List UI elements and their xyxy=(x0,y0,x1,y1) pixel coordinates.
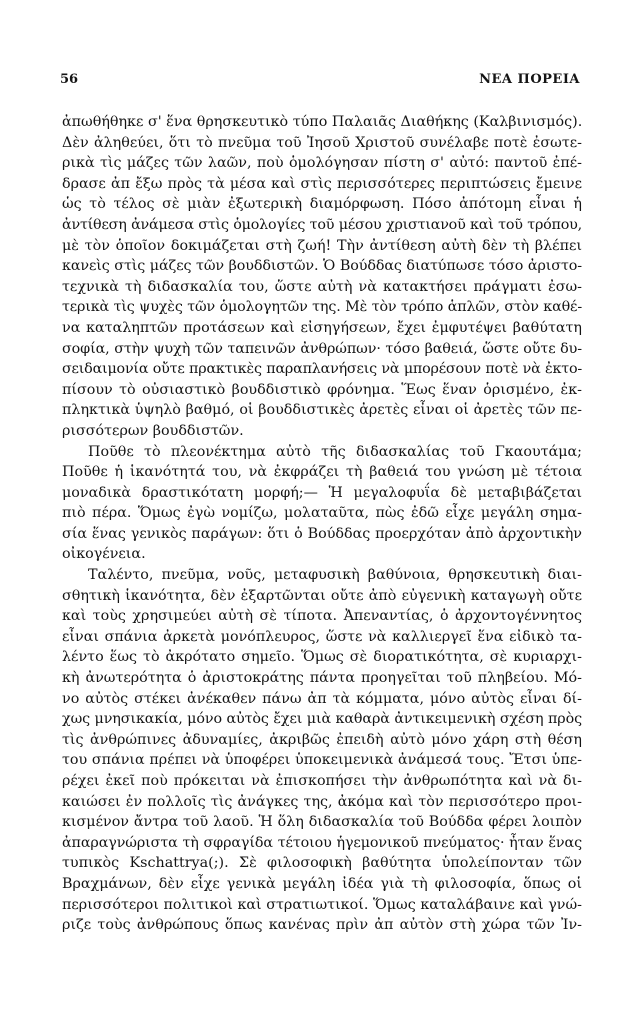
text-line: ἀπωθήθηκε σ' ἕνα θρησκευτικὸ τύπο Παλαιᾶς Διαθήκης (Καλβινισμός). xyxy=(62,114,583,130)
page-header xyxy=(60,72,580,92)
text-line: του σπάνια πρέπει νὰ ὑποφέρει ὑποκειμενικὰ ἀνάμεσά τους. Ἔτσι ὑπε- xyxy=(62,752,582,769)
text-line: Ταλέντο, πνεῦμα, νοῦς, μεταφυσικὴ βαθύνοια, θρησκευτικὴ διαι- xyxy=(88,567,582,584)
text-line: κὴ ἀνωτερότητα ὁ ἀριστοκράτης πάντα προηγεῖται τοῦ πληβείου. Μό- xyxy=(62,670,582,687)
text-line: οἰκογένεια. xyxy=(62,546,146,563)
text-line: πιὸ πέρα. Ὅμως ἐγὼ νομίζω, μολαταῦτα, πὼς ἐδῶ εἶχε μεγάλη σημα- xyxy=(62,505,582,522)
text-line: τερικὰ τὶς ψυχὲς τῶν ὁμολογητῶν της. Μὲ τὸν τρόπο ἁπλῶν, στὸν καθέ- xyxy=(62,299,582,316)
text-line: κισμένον ἄντρα τοῦ λαοῦ. Ἡ ὅλη διδασκαλία τοῦ Βούδδα φέρει λοιπὸν xyxy=(62,814,582,831)
text-line: νο αὐτὸς στέκει ἀνέκαθεν πάνω ἀπ τὰ κόμματα, μόνο αὐτὸς εἶναι δί- xyxy=(62,690,582,707)
text-line: ριζε τοὺς ἀνθρώπους ὅπως κανένας πρὶν ἀπ αὐτὸν στὴ χώρα τῶν Ἰν- xyxy=(62,917,582,934)
text-line: καὶ τοὺς χρησιμεύει αὐτὴ σὲ τίποτα. Ἀπεναντίας, ὁ ἀρχοντογέννητος xyxy=(62,608,582,625)
text-line: σία ἕνας γενικὸς παράγων: ὅτι ὁ Βούδδας προερχόταν ἀπὸ ἀρχοντικὴν xyxy=(62,525,582,542)
text-line: τὶς ἀνθρώπινες ἀδυναμίες, ἀκριβῶς ἐπειδὴ αὐτὸ μόνο χάρη στὴ θέση xyxy=(62,731,582,748)
body-text xyxy=(62,112,582,936)
text-line: να καταληπτῶν προτάσεων καὶ εἰσηγήσεων, ἔχει ἐμφυτέψει βαθύτατη xyxy=(62,319,582,336)
text-line: Βραχμάνων, δὲν εἶχε γενικὰ μεγάλη ἰδέα γιὰ τὴ φιλοσοφία, ὅπως οἱ xyxy=(62,875,582,892)
text-line: ἀντίθεση ἀνάμεσα στὶς ὁμολογίες τοῦ μέσου χριστιανοῦ καὶ τοῦ τρόπου, xyxy=(62,216,582,233)
text-line: ὡς τὸ τέλος σὲ μιὰν ἐξωτερικὴ διαμόρφωση. Πόσο ἀπότομη εἶναι ἡ xyxy=(62,196,582,213)
paragraph xyxy=(62,442,582,566)
text-line: Ποῦθε ἡ ἱκανότητά του, νὰ ἐκφράζει τὴ βαθειά του γνώση μὲ τέτοια xyxy=(62,464,582,481)
page-number: 56 xyxy=(60,72,79,87)
text-line: ρισσότερων βουδδιστῶν. xyxy=(62,422,244,439)
text-line: σθητικὴ ἱκανότητα, δὲν ἐξαρτῶνται οὔτε ἀπὸ εὐγενικὴ καταγωγὴ οὔτε xyxy=(62,587,582,604)
text-line: Ποῦθε τὸ πλεονέκτημα αὐτὸ τῆς διδασκαλίας τοῦ Γκαουτάμα; xyxy=(88,443,582,460)
text-line: χως μνησικακία, μόνο αὐτὸς ἔχει μιὰ καθαρὰ ἀντικειμενικὴ σχέση πρὸς xyxy=(62,711,582,728)
text-line: τεχνικὰ τὴ διδασκαλία του, ὥστε αὐτὴ νὰ κατακτήσει πράγματι ἐσω- xyxy=(62,278,582,295)
text-line: τυπικὸς Kschattrya(;). Σὲ φιλοσοφικὴ βαθύτητα ὑπολείπονταν τῶν xyxy=(62,855,582,872)
paragraph xyxy=(62,112,582,442)
text-line: εἶναι σπάνια ἀρκετὰ μονόπλευρος, ὥστε νὰ καλλιεργεῖ ἕνα εἰδικὸ τα- xyxy=(62,628,582,645)
text-line: ἀπαραγνώριστα τὴ σφραγίδα τέτοιου ἡγεμονικοῦ πνεύματος· ἦταν ἕνας xyxy=(62,834,582,851)
text-line: καιώσει ἐν πολλοῖς τὶς ἀνάγκες της, ἀκόμα καὶ τὸν περισσότερο προι- xyxy=(62,793,582,810)
text-line: δρασε ἀπ ἔξω πρὸς τὰ μέσα καὶ στὶς περισσότερες περιπτώσεις ἔμεινε xyxy=(62,175,582,192)
text-line: σειδαιμονία οὔτε πρακτικὲς παραπλανήσεις νὰ μπορέσουν ποτὲ νὰ ἐκτο- xyxy=(62,361,582,378)
text-line: ρέχει ἐκεῖ ποὺ πρόκειται νὰ ἐπισκοπήσει τὴν ἀνθρωπότητα καὶ νὰ δι- xyxy=(62,773,582,789)
text-line: λέντο ἕως τὸ ἀκρότατο σημεῖο. Ὅμως σὲ διορατικότητα, σὲ κυριαρχι- xyxy=(62,649,582,666)
text-line: μὲ τὸν ὁποῖον δοκιμάζεται στὴ ζωή! Τὴν ἀντίθεση αὐτὴ δὲν τὴ βλέπει xyxy=(62,237,582,254)
text-line: μοναδικὰ δραστικότατη μορφή;— Ἡ μεγαλοφυΐα δὲ μεταβιβάζεται xyxy=(62,484,582,501)
journal-title: ΝΕΑ ΠΟΡΕΙΑ xyxy=(479,72,580,87)
text-line: πληκτικὰ ὑψηλὸ βαθμό, οἱ βουδδιστικὲς ἀρετὲς εἶναι οἱ ἀρετὲς τῶν πε- xyxy=(62,402,582,419)
text-line: ρικὰ τὶς μάζες τῶν λαῶν, ποὺ ὁμολόγησαν πίστη σ' αὐτό: παντοῦ ἐπέ- xyxy=(62,155,582,172)
text-line: κανεὶς στὶς μάζες τῶν βουδδιστῶν. Ὁ Βούδδας διατύπωσε τόσο ἀριστο- xyxy=(62,258,582,275)
text-line: περισσότεροι πολιτικοὶ καὶ στρατιωτικοί. Ὅμως καταλάβαινε καὶ γνώ- xyxy=(62,896,582,913)
text-line: Δὲν ἀληθεύει, ὅτι τὸ πνεῦμα τοῦ Ἰησοῦ Χριστοῦ συνέλαβε ποτὲ ἐσωτε- xyxy=(62,134,582,151)
text-line: πίσουν τὸ οὐσιαστικὸ βουδδιστικὸ φρόνημα. Ἕως ἕναν ὁρισμένο, ἐκ- xyxy=(62,381,582,398)
text-line: σοφία, στὴν ψυχὴ τῶν ταπεινῶν ἀνθρώπων· τόσο βαθειά, ὥστε οὔτε δυ- xyxy=(62,340,582,357)
paragraph xyxy=(62,565,582,936)
